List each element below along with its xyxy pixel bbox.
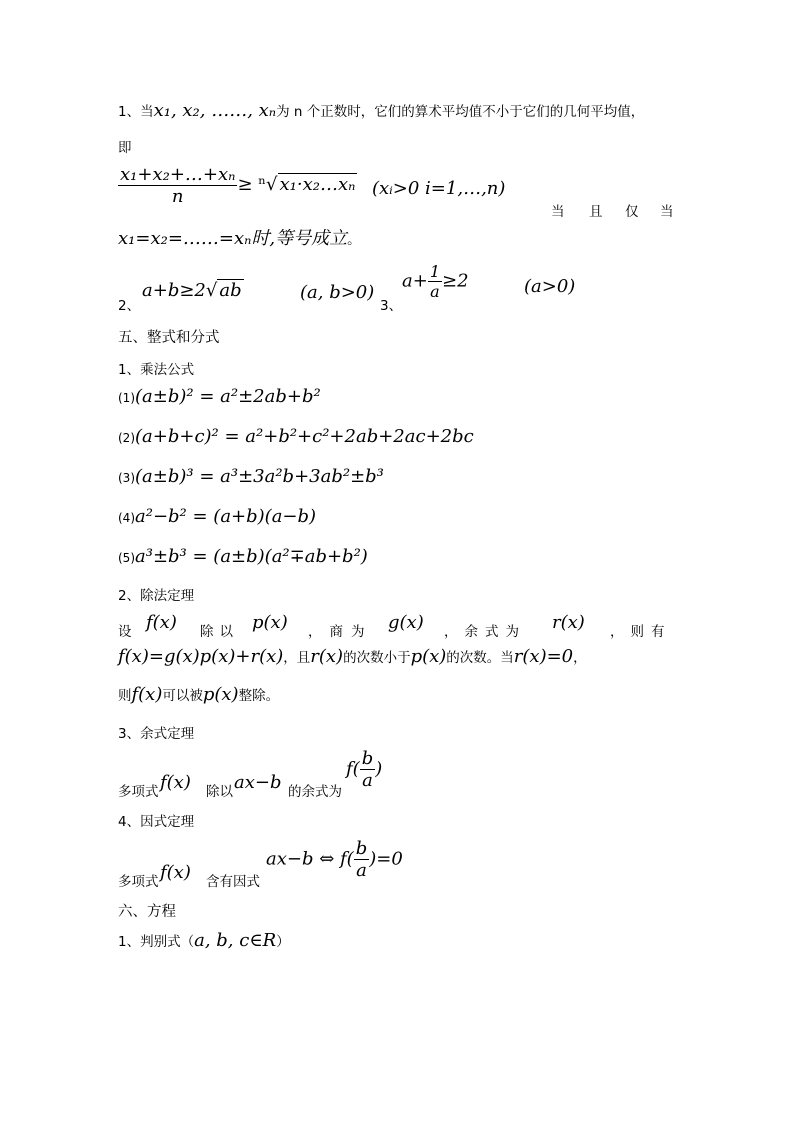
amgm-inequality [118, 164, 357, 207]
ineq2-radicand: ab [219, 280, 242, 301]
formula-3-label: (3) [118, 471, 135, 485]
formula-5-expr: a³±b³ = (a±b)(a²∓ab+b²) [135, 546, 368, 567]
div-l3-fx: f(x) [131, 684, 163, 705]
div-line1 [118, 612, 674, 638]
disc-close: ） [276, 934, 290, 950]
rem-fraction [360, 748, 376, 791]
div-l1-px: p(x) [252, 612, 288, 633]
div-l3-t3: 整除。 [238, 688, 280, 704]
amgm-geq-root: ≥ ⁿ√ [237, 174, 278, 195]
amgm-line1 [118, 100, 644, 121]
section6-sub1 [118, 930, 290, 951]
ineq2-cond: (a, b>0) [300, 282, 375, 303]
div-l2-t2: 的次数小于 [343, 650, 411, 666]
section5-sub2: 2、除法定理 [118, 588, 195, 604]
amgm-equal-text: x₁=x₂=……=xₙ时,等号成立 [118, 228, 348, 249]
formula-4-expr: a²−b² = (a+b)(a−b) [135, 506, 317, 527]
div-l1-rx: r(x) [552, 612, 585, 633]
div-l2-rx: r(x) [310, 646, 344, 667]
formula-2-expr: (a+b+c)² = a²+b²+c²+2ab+2ac+2bc [135, 426, 474, 447]
ineq3-fraction [428, 262, 442, 301]
disc-expr: a, b, c∈R [194, 930, 277, 951]
amgm-prefix: 1、当 [118, 104, 154, 120]
amgm-vars: x₁, x₂, ……, xₙ [153, 100, 277, 121]
div-l1-she: 设 [118, 624, 132, 640]
fac-fx: f(x) [160, 862, 191, 883]
amgm-numerator: x₁+x₂+…+xₙ [120, 164, 236, 185]
div-l3-t2: 可以被 [162, 688, 203, 704]
section6-title: 六、方程 [118, 904, 176, 920]
div-l2-t3: 的次数。当 [446, 650, 514, 666]
div-l2-t1: ，且 [283, 650, 311, 666]
div-l3-t1: 则 [118, 688, 132, 704]
rem-ax: ax−b [234, 772, 282, 793]
div-l1-gx: g(x) [388, 612, 424, 633]
ineq2-label: 2、 [118, 298, 141, 314]
div-l1-chuyi: 除以 [200, 624, 239, 640]
fac-t2: 含有因式 [206, 874, 260, 890]
amgm-equal-condition [118, 224, 361, 250]
formula-5 [118, 546, 368, 567]
amgm-fraction [118, 164, 237, 207]
div-l1-fx: f(x) [146, 612, 177, 633]
section5-sub1: 1、乘法公式 [118, 362, 195, 378]
amgm-ji: 即 [118, 140, 132, 156]
rem-t2: 除以 [206, 784, 233, 800]
fac-t1: 多项式 [118, 874, 159, 890]
fac-expr-text: ax−b ⇔ f( [266, 848, 354, 870]
ineq3-den: a [430, 282, 440, 301]
fac-fraction [354, 838, 370, 881]
div-l3-px: p(x) [202, 684, 239, 705]
div-line3 [118, 684, 279, 705]
fac-den: a [356, 860, 367, 881]
rem-t1: 多项式 [118, 784, 159, 800]
div-l1-zeyou: ，则有 [610, 624, 672, 640]
ineq3-a: a+ [402, 270, 428, 292]
rem-fx: f(x) [160, 772, 191, 793]
formula-1 [118, 386, 321, 407]
rem-close: ) [375, 758, 383, 780]
amgm-denominator: n [171, 186, 184, 207]
rem-num: b [361, 748, 374, 769]
amgm-jin: 仅 [625, 204, 639, 220]
ineq2-formula [142, 280, 244, 301]
fac-num: b [355, 838, 368, 859]
remainder-line [118, 748, 518, 798]
amgm-dang2: 当 [660, 204, 674, 220]
amgm-dang: 当 [551, 204, 565, 220]
amgm-radicand: x₁·x₂…xₙ [279, 174, 356, 195]
ineq2-formula-text: a+b≥2 [142, 280, 206, 301]
factor-line [118, 836, 518, 890]
amgm-text1: 为 n 个正数时，它们的算术平均值不小于它们的几何平均值， [276, 104, 645, 120]
ineq3-num: 1 [429, 262, 441, 281]
section5-sub4: 4、因式定理 [118, 814, 195, 830]
div-l1-shang: ，商为 [308, 624, 373, 640]
amgm-period: 。 [347, 232, 361, 248]
div-line2 [118, 646, 587, 667]
formula-1-label: (1) [118, 391, 135, 405]
rem-den: a [362, 770, 373, 791]
div-l1-yushi: ，余式为 [444, 624, 526, 640]
ineq3-rhs: ≥2 [442, 270, 469, 292]
div-l2-expr: f(x)=g(x)p(x)+r(x) [118, 646, 284, 667]
ineq3-cond: (a>0) [524, 276, 576, 297]
formula-3 [118, 466, 384, 487]
formula-4-label: (4) [118, 511, 135, 525]
rem-result [346, 748, 382, 791]
div-l2-px: p(x) [410, 646, 447, 667]
div-l2-t4: ， [573, 650, 587, 666]
amgm-qie: 且 [589, 204, 603, 220]
formula-4 [118, 506, 316, 527]
formula-5-label: (5) [118, 551, 135, 565]
rem-t3: 的余式为 [288, 784, 342, 800]
amgm-condition: (xᵢ>0 i=1,…,n) [372, 178, 506, 199]
section5-title: 五、整式和分式 [118, 330, 220, 346]
section5-sub3: 3、余式定理 [118, 726, 195, 742]
ineq3-label: 3、 [380, 298, 403, 314]
disc-t: 1、判别式（ [118, 934, 195, 950]
rem-f-open: f( [346, 758, 360, 780]
formula-3-expr: (a±b)³ = a³±3a²b+3ab²±b³ [135, 466, 384, 487]
formula-2 [118, 426, 474, 447]
formula-2-label: (2) [118, 431, 135, 445]
fac-close: )=0 [369, 848, 403, 870]
div-l2-zero: r(x)=0 [513, 646, 574, 667]
formula-1-expr: (a±b)² = a²±2ab+b² [135, 386, 321, 407]
ineq3-formula [402, 262, 469, 301]
fac-expr [266, 838, 403, 881]
sqrt-sign-icon: √ [205, 280, 218, 301]
